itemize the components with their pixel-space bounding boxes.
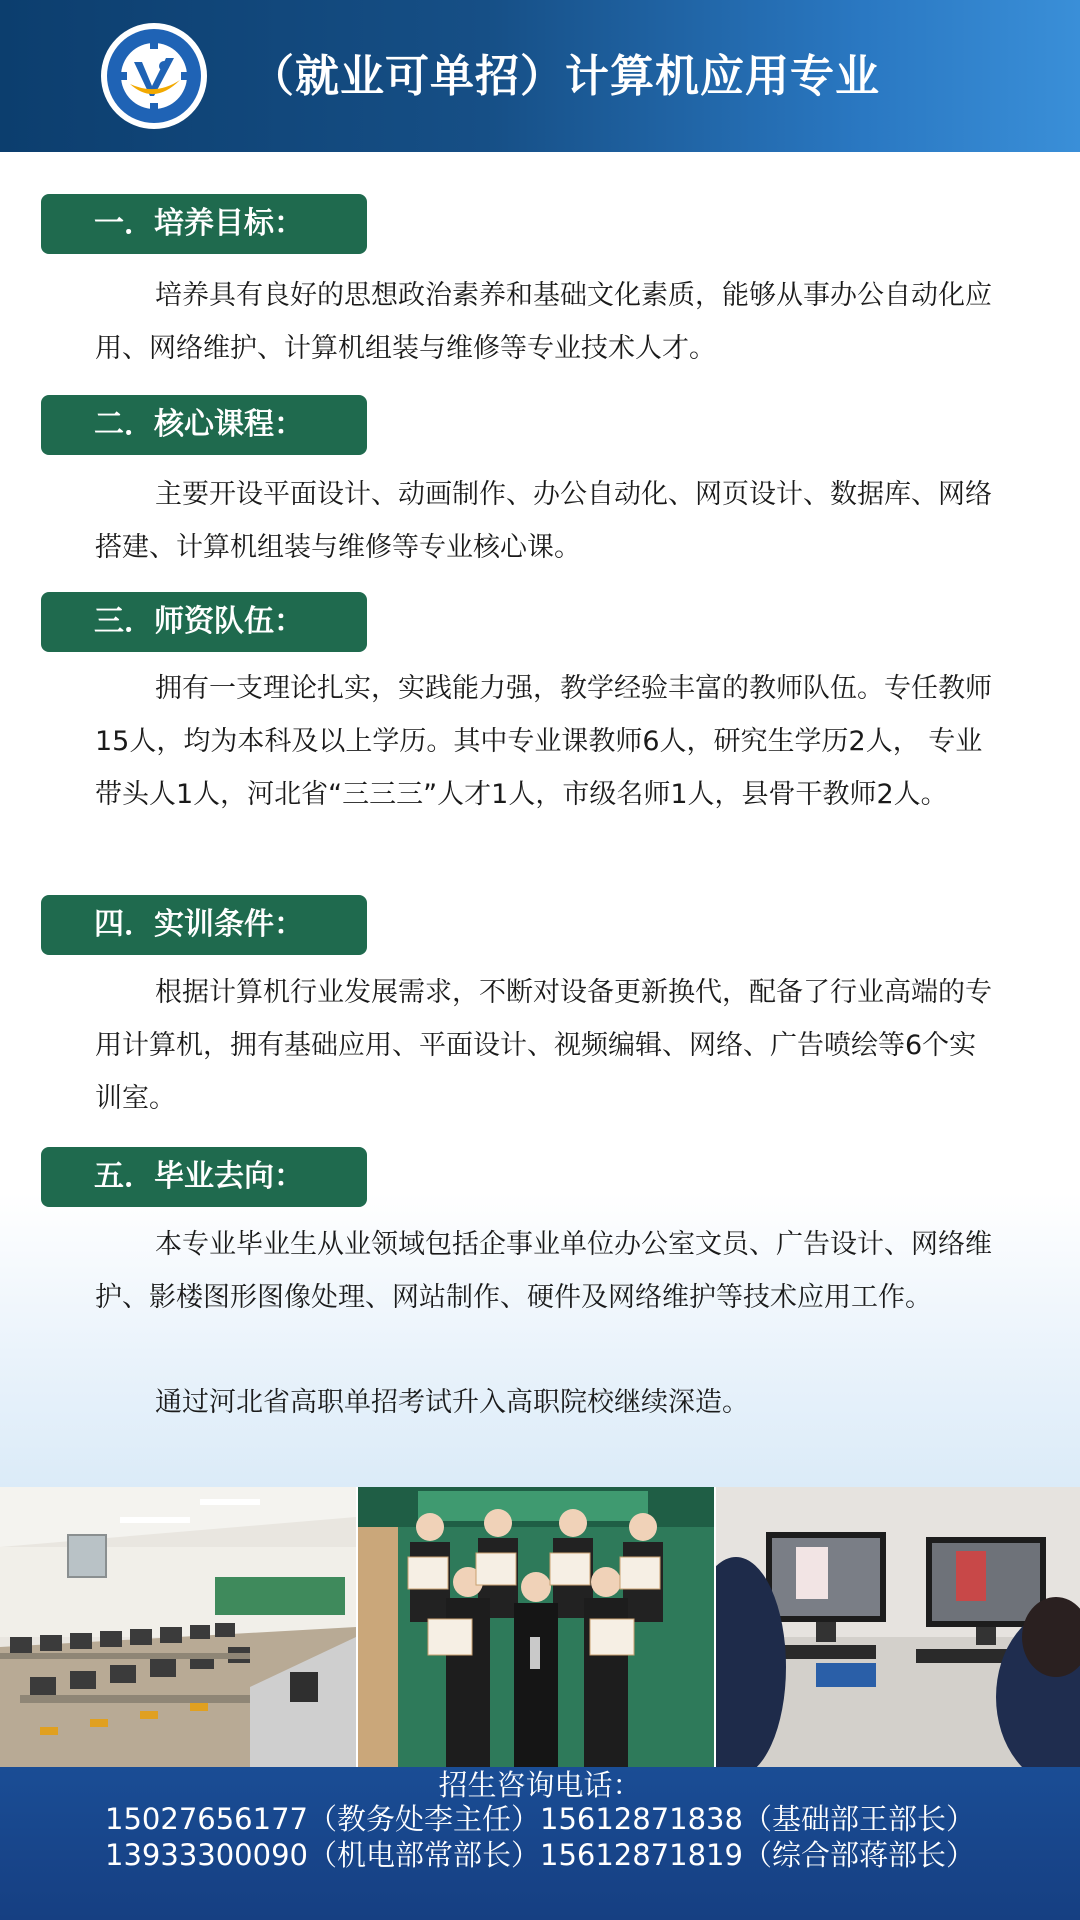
- contact-heading: 招生咨询电话：: [438, 1768, 642, 1802]
- section-text-careers: 本专业毕业生从业领域包括企事业单位办公室文员、广告设计、网络维护、影楼图形图像处理、网站制作、硬件及网络维护等技术应用工作。: [95, 1229, 992, 1313]
- header-banner: [0, 0, 1080, 152]
- content-area: [0, 152, 1080, 1487]
- section-text-training: 根据计算机行业发展需求，不断对设备更新换代，配备了行业高端的专用计算机，拥有基础应用、平面设计、视频编辑、网络、广告喷绘等6个实训室。: [95, 977, 992, 1114]
- contact-footer: [0, 1767, 1080, 1920]
- students-award-photo: [358, 1487, 714, 1767]
- section-heading-courses: 二．核心课程：: [41, 395, 367, 455]
- school-logo: [100, 22, 208, 130]
- computer-lab-photo: [0, 1487, 356, 1767]
- section-heading-careers: 五．毕业去向：: [41, 1147, 367, 1207]
- contact-line-2: 13933300090（机电部常部长）15612871819（综合部蒋部长）: [105, 1838, 975, 1872]
- students-computer-photo: [716, 1487, 1080, 1767]
- photo-strip: [0, 1487, 1080, 1767]
- section-text-goals: 培养具有良好的思想政治素养和基础文化素质，能够从事办公自动化应用、网络维护、计算机组装与维修等专业技术人才。: [95, 280, 992, 364]
- section-heading-faculty: 三．师资队伍：: [41, 592, 367, 652]
- section-text-courses: 主要开设平面设计、动画制作、办公自动化、网页设计、数据库、网络搭建、计算机组装与维修等专业核心课。: [95, 479, 992, 563]
- section-heading-goals: 一．培养目标：: [41, 194, 367, 254]
- contact-line-1: 15027656177（教务处李主任）15612871838（基础部王部长）: [105, 1802, 975, 1836]
- section-text-faculty: 拥有一支理论扎实，实践能力强，教学经验丰富的教师队伍。专任教师15人，均为本科及以上学历。其中专业课教师6人，研究生学历2人， 专业带头人1人，河北省“三三三”人才1人，市级名师1人，县骨干教师2人。: [95, 673, 992, 810]
- section-heading-training: 四．实训条件：: [41, 895, 367, 955]
- section-text-further-study: 通过河北省高职单招考试升入高职院校继续深造。: [155, 1387, 749, 1418]
- page-title: （就业可单招）计算机应用专业: [250, 51, 880, 102]
